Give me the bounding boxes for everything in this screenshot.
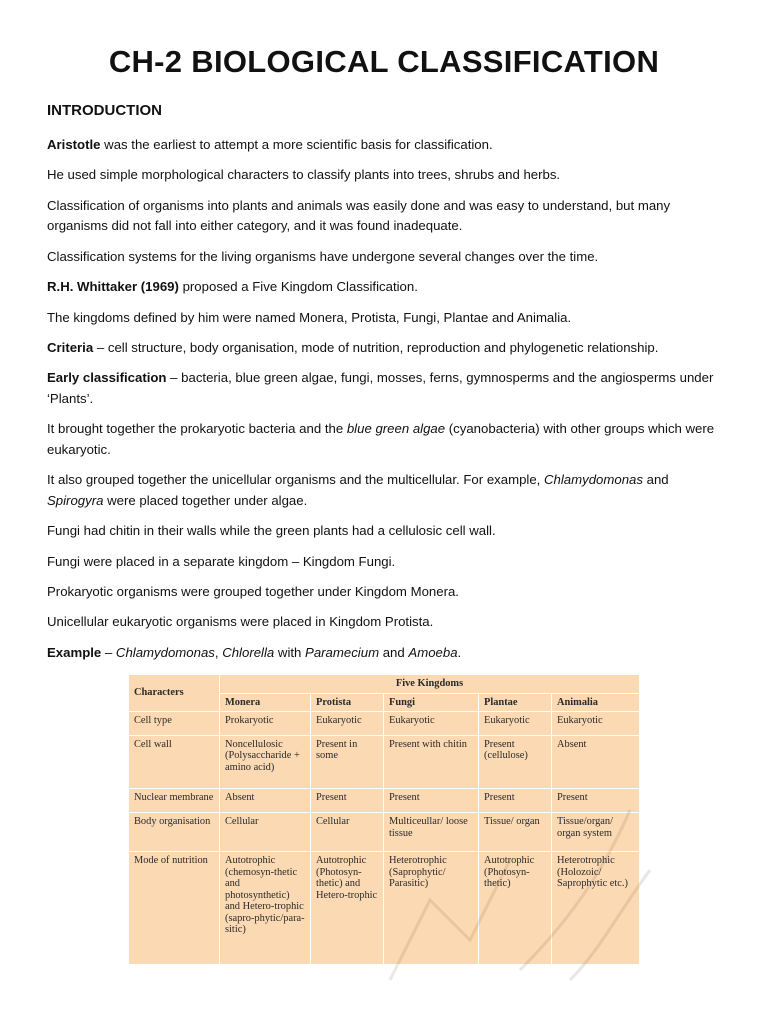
italic-term: Chlamydomonas	[115, 644, 215, 660]
paragraph-text: –	[101, 644, 116, 660]
table-cell: Present	[384, 789, 479, 813]
table-row	[129, 789, 640, 813]
table-cell: Heterotrophic (Saprophytic/ Parasitic)	[384, 852, 479, 965]
bold-term: Criteria	[47, 339, 94, 355]
table-row	[129, 852, 640, 965]
paragraph-text: proposed a Five Kingdom Classification.	[178, 279, 418, 295]
table-cell: Present	[479, 789, 552, 813]
row-label: Cell type	[129, 712, 220, 736]
body-text	[47, 135, 727, 673]
paragraph	[47, 277, 727, 298]
paragraph: Classification of organisms into plants and animals was easily done and was easy to understand, but many organisms did not fall into either category, and it was found inadequate.	[47, 197, 671, 234]
bold-term: Early classification	[47, 370, 167, 386]
paragraph: Unicellular eukaryotic organisms were placed in Kingdom Protista.	[47, 614, 434, 630]
table-cell: Absent	[552, 735, 640, 789]
kingdom-header: Monera	[220, 693, 311, 712]
paragraph-text: – cell structure, body organisation, mode of nutrition, reproduction and phylogenetic relationship.	[93, 339, 659, 355]
paragraph-text: were placed together under algae.	[103, 492, 308, 508]
italic-term: Chlamydomonas	[544, 472, 643, 488]
table-cell: Eukaryotic	[384, 712, 479, 736]
paragraph: Fungi were placed in a separate kingdom – Kingdom Fungi.	[47, 553, 396, 569]
table-cell: Autotrophic (chemosyn-thetic and photosynthetic) and Hetero-trophic (sapro-phytic/para-sitic)	[220, 852, 311, 965]
table-cell: Eukaryotic	[479, 712, 552, 736]
paragraph-text: with	[274, 644, 306, 660]
table-cell: Noncellulosic (Polysaccharide + amino acid)	[220, 735, 311, 789]
table-cell: Multiceullar/ loose tissue	[384, 813, 479, 852]
table-row	[129, 813, 640, 852]
paragraph	[47, 419, 727, 460]
paragraph-text: .	[457, 644, 462, 660]
kingdom-header: Protista	[311, 693, 384, 712]
paragraph: Fungi had chitin in their walls while the green plants had a cellulosic cell wall.	[47, 523, 496, 539]
table-cell: Eukaryotic	[552, 712, 640, 736]
table-row	[129, 735, 640, 789]
paragraph	[47, 643, 727, 664]
row-label: Body organisation	[129, 813, 220, 852]
paragraph: Prokaryotic organisms were grouped together under Kingdom Monera.	[47, 584, 459, 600]
paragraph	[47, 368, 727, 409]
italic-term: Spirogyra	[47, 492, 104, 508]
table-cell: Tissue/ organ	[479, 813, 552, 852]
italic-term: Amoeba	[408, 644, 458, 660]
characters-header: Characters	[129, 675, 220, 712]
table-cell: Present in some	[311, 735, 384, 789]
italic-term: Chlorella	[222, 644, 275, 660]
paragraph-text: and	[379, 644, 409, 660]
bold-term: R.H. Whittaker (1969)	[47, 279, 179, 295]
paragraph	[47, 135, 727, 156]
row-label: Mode of nutrition	[129, 852, 220, 965]
row-label: Cell wall	[129, 735, 220, 789]
paragraph-text: (cyanobacteria) with other groups which were eukaryotic.	[47, 421, 715, 457]
italic-term: blue green algae	[346, 421, 446, 437]
bold-term: Example	[47, 644, 102, 660]
paragraph: Classification systems for the living organisms have undergone several changes over the time.	[47, 248, 599, 264]
paragraph-text: ,	[214, 644, 223, 660]
paragraph-text: and	[642, 472, 669, 488]
table-cell: Eukaryotic	[311, 712, 384, 736]
table-cell: Cellular	[311, 813, 384, 852]
italic-term: Paramecium	[305, 644, 380, 660]
table-cell: Absent	[220, 789, 311, 813]
table-cell: Present	[311, 789, 384, 813]
table-row	[129, 712, 640, 736]
kingdom-header: Fungi	[384, 693, 479, 712]
paragraph: The kingdoms defined by him were named Monera, Protista, Fungi, Plantae and Animalia.	[47, 309, 572, 325]
table-cell: Tissue/organ/ organ system	[552, 813, 640, 852]
table-cell: Autotrophic (Photosyn-thetic) and Hetero-trophic	[311, 852, 384, 965]
paragraph	[47, 470, 727, 511]
table-cell: Present (cellulose)	[479, 735, 552, 789]
paragraph-text: It also grouped together the unicellular organisms and the multicellular. For example,	[47, 472, 544, 488]
paragraph-text: was the earliest to attempt a more scientific basis for classification.	[100, 137, 493, 152]
five-kingdoms-table-image	[128, 674, 640, 965]
page-title: CH-2 BIOLOGICAL CLASSIFICATION	[108, 44, 660, 79]
paragraph-text: It brought together the prokaryotic bacteria and the	[47, 421, 347, 437]
kingdom-header: Plantae	[479, 693, 552, 712]
paragraph-text: – bacteria, blue green algae, fungi, mosses, ferns, gymnosperms and the angiosperms under ‘Plants’.	[47, 370, 714, 406]
row-label: Nuclear membrane	[129, 789, 220, 813]
kingdom-header: Animalia	[552, 693, 640, 712]
bold-term: Aristotle	[47, 137, 101, 152]
table-cell: Autotrophic (Photosyn-thetic)	[479, 852, 552, 965]
table-cell: Heterotrophic (Holozoic/ Saprophytic etc.)	[552, 852, 640, 965]
table-cell: Cellular	[220, 813, 311, 852]
paragraph: He used simple morphological characters to classify plants into trees, shrubs and herbs.	[47, 167, 561, 183]
paragraph	[47, 338, 727, 359]
section-heading: INTRODUCTION	[47, 102, 162, 119]
table-header-row	[129, 675, 640, 694]
table-cell: Present with chitin	[384, 735, 479, 789]
five-kingdoms-header: Five Kingdoms	[220, 675, 640, 694]
table-cell: Present	[552, 789, 640, 813]
table-cell: Prokaryotic	[220, 712, 311, 736]
five-kingdoms-table	[128, 674, 640, 965]
